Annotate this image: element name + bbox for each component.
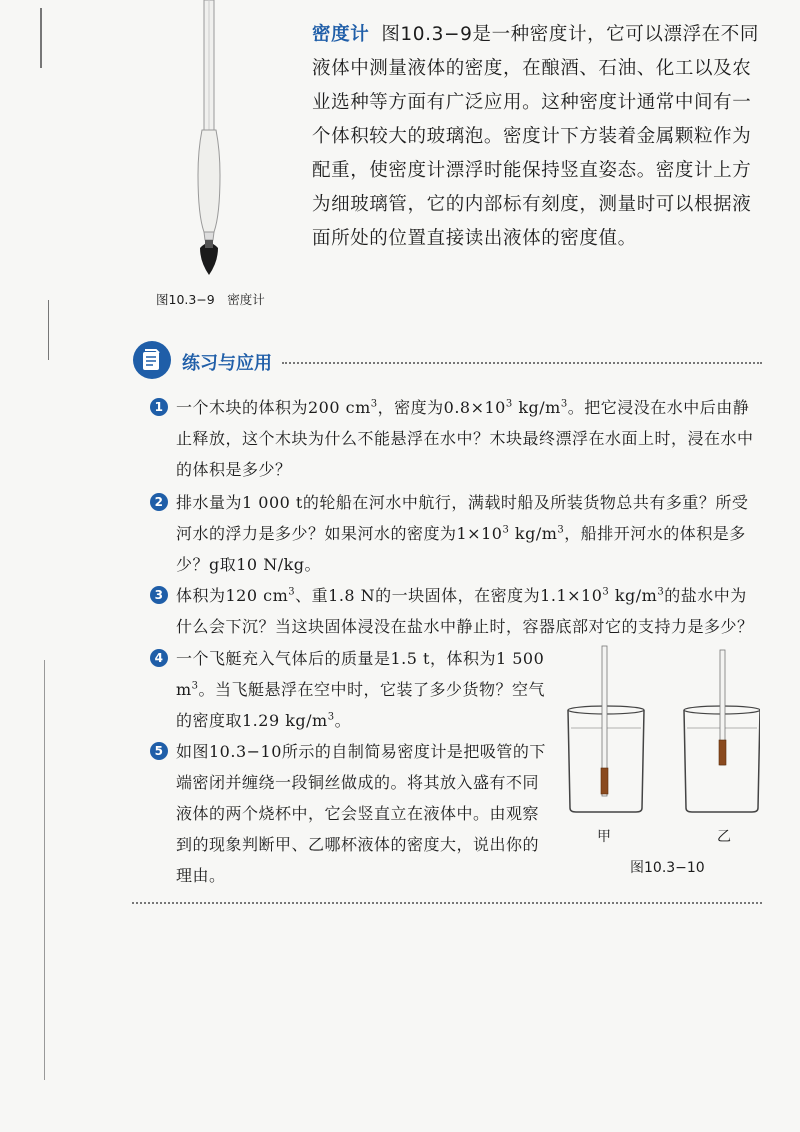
- section-divider-dots: [282, 362, 762, 364]
- exercise-book-icon: [132, 340, 172, 380]
- exercise-text: 一个木块的体积为200 $cm^3$，密度为$0.8\times 10^3$ $kg/m^3$。把它浸没在水中后由静止释放，这个木块为什么不能悬浮在水中？木块最终漂浮在水面上时，浸在水中的体积是多少？: [176, 398, 754, 479]
- exercise-item: [150, 392, 760, 485]
- page-edge-mark: [44, 660, 45, 1080]
- exercise-text: 排水量为1 000 t的轮船在河水中航行，满载时船及所装货物总共有多重？所受河水的浮力是多少？如果河水的密度为$1\times 10^3$ $kg/m^3$，船排开河水的体积是多少？g取10 N/kg。: [176, 493, 749, 574]
- figure-caption-hydrometer: 图10.3−9 密度计: [156, 292, 265, 307]
- beaker-label-right: 乙: [717, 829, 731, 845]
- exercise-number: 4: [150, 649, 168, 667]
- section-header: [132, 340, 762, 384]
- hydrometer-illustration: [180, 0, 240, 290]
- exercise-text: 体积为120 $cm^3$、重1.8 N的一块固体，在密度为$1.1\times 10^3$ $kg/m^3$的盐水中为什么会下沉？当这块固体浸没在盐水中静止时，容器底部对它的支持力是多少？: [176, 586, 754, 636]
- intro-term: 密度计: [312, 24, 370, 45]
- page-edge-mark: [48, 300, 49, 360]
- exercise-item: [150, 487, 760, 580]
- section-title: 练习与应用: [182, 353, 272, 374]
- exercise-item: [150, 580, 760, 642]
- intro-paragraph: [312, 18, 762, 256]
- exercise-item: [150, 643, 550, 736]
- exercise-number: 1: [150, 398, 168, 416]
- figure-caption-beakers: 图10.3−10: [630, 860, 705, 876]
- exercise-item: [150, 736, 550, 891]
- exercise-number: 3: [150, 586, 168, 604]
- beakers-illustration: [560, 640, 760, 820]
- exercise-text: 如图10.3−10所示的自制简易密度计是把吸管的下端密闭并缠绕一段铜丝做成的。将其放入盛有不同液体的两个烧杯中，它会竖直立在液体中。由观察到的现象判断甲、乙哪杯液体的密度大，说出你的理由。: [176, 742, 546, 885]
- beaker-label-left: 甲: [597, 829, 611, 845]
- page-edge-mark: [40, 8, 42, 68]
- exercise-number: 2: [150, 493, 168, 511]
- exercise-number: 5: [150, 742, 168, 760]
- intro-text: 图10.3−9是一种密度计，它可以漂浮在不同液体中测量液体的密度，在酿酒、石油、化工以及农业选种等方面有广泛应用。这种密度计通常中间有一个体积较大的玻璃泡。密度计下方装着金属颗粒作为配重，使密度计漂浮时能保持竖直姿态。密度计上方为细玻璃管，它的内部标有刻度，测量时可以根据液面所处的位置直接读出液体的密度值。: [312, 24, 759, 249]
- bottom-divider-dots: [132, 902, 762, 904]
- exercise-text: 一个飞艇充入气体后的质量是1.5 t，体积为1 500 $m^3$。当飞艇悬浮在空中时，它装了多少货物？空气的密度取1.29 $kg/m^3$。: [176, 649, 546, 730]
